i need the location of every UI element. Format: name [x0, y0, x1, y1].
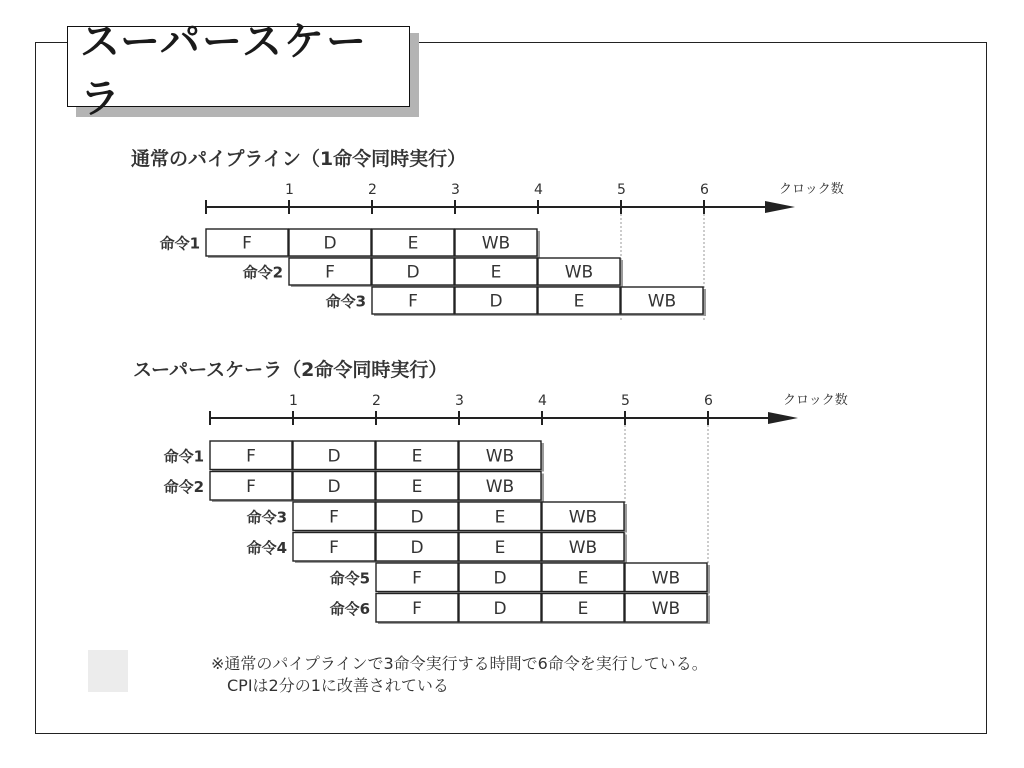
diagram-2-row-label-4: 命令4	[246, 538, 287, 557]
diagram-2-stage-label: WB	[651, 598, 681, 619]
diagram-1-stage-label: F	[325, 262, 335, 283]
diagram-2-tick-label: 3	[455, 393, 464, 409]
diagram-1-stage-label: WB	[647, 291, 677, 312]
diagram-2-stage-label: D	[493, 568, 507, 589]
diagram-2-stage-label: WB	[568, 537, 598, 558]
diagram-2-stage-label: D	[410, 537, 424, 558]
diagram-2-stage-label: WB	[485, 476, 515, 497]
diagram-1-tick-label: 2	[368, 182, 377, 198]
note-line-2: CPIは2分の1に改善されている	[227, 676, 449, 695]
diagram-1-row-label-1: 命令1	[159, 234, 200, 253]
diagram-2-stage-label: F	[246, 476, 256, 497]
diagram-2-stage-label: D	[493, 598, 507, 619]
diagram-2-tick-label: 2	[372, 393, 381, 409]
diagram-2-stage-label: D	[327, 446, 341, 467]
diagram-2-axis-arrowhead	[768, 412, 798, 424]
diagram-2-tick-label: 6	[704, 393, 713, 409]
diagram-1-stage-label: F	[242, 233, 252, 254]
scan-smudge	[88, 650, 128, 692]
diagram-2-row-label-1: 命令1	[163, 447, 204, 466]
diagram-1-stage-label: E	[490, 262, 502, 283]
diagram-2-stage-label: E	[577, 598, 589, 619]
diagram-2-tick-label: 5	[621, 393, 630, 409]
diagram-2-stage-label: E	[411, 446, 423, 467]
diagram-1-tick-label: 5	[617, 182, 626, 198]
diagram-1-stage-label: F	[408, 291, 418, 312]
diagram-1-tick-label: 6	[700, 182, 709, 198]
diagram-1-stage-label: D	[323, 233, 337, 254]
pipeline-heading: 通常のパイプライン（1命令同時実行）	[131, 148, 467, 170]
diagram-1-stage-label: WB	[481, 233, 511, 254]
diagram-2-stage-label: F	[412, 598, 422, 619]
diagram-2-stage-label: E	[411, 476, 423, 497]
diagram-1-row-label-2: 命令2	[242, 263, 283, 282]
diagram-1-stage-label: E	[407, 233, 419, 254]
diagram-1-stage-label: E	[573, 291, 585, 312]
diagram-2-tick-label: 4	[538, 393, 547, 409]
diagram-1-row-label-3: 命令3	[325, 292, 366, 311]
diagram-2-stage-label: F	[329, 537, 339, 558]
diagram-1-tick-label: 1	[285, 182, 294, 198]
diagram-2-row-label-6: 命令6	[329, 599, 370, 618]
diagram-2-stage-label: E	[577, 568, 589, 589]
diagram-2-stage-label: WB	[485, 446, 515, 467]
diagram-1-stage-label: WB	[564, 262, 594, 283]
diagram-2-stage-label: D	[327, 476, 341, 497]
diagram-2-tick-label: 1	[289, 393, 298, 409]
note-line-1: ※通常のパイプラインで3命令実行する時間で6命令を実行している。	[211, 654, 708, 673]
superscalar-heading: スーパースケーラ（2命令同時実行）	[133, 359, 448, 381]
diagram-1-stage-label: D	[406, 262, 420, 283]
diagram-2-stage-label: F	[329, 507, 339, 528]
slide-title: スーパースケーラ	[80, 18, 368, 122]
diagram-2-stage-label: D	[410, 507, 424, 528]
diagram-1-tick-label: 3	[451, 182, 460, 198]
diagram-2-stage-label: E	[494, 537, 506, 558]
diagram-2-stage-label: F	[246, 446, 256, 467]
diagram-1-tick-label: 4	[534, 182, 543, 198]
diagram-2-stage-label: WB	[568, 507, 598, 528]
diagram-1-stage-label: D	[489, 291, 503, 312]
diagram-2-row-label-5: 命令5	[329, 569, 370, 588]
diagram-1-axis-label: クロック数	[779, 182, 844, 197]
diagram-2-row-label-2: 命令2	[163, 477, 204, 496]
diagram-2-stage-label: WB	[651, 568, 681, 589]
diagram-2-stage-label: F	[412, 568, 422, 589]
diagram-2-stage-label: E	[494, 507, 506, 528]
diagram-2-row-label-3: 命令3	[246, 508, 287, 527]
diagram-2-axis-label: クロック数	[783, 393, 848, 408]
diagram-1-axis-arrowhead	[765, 201, 795, 213]
